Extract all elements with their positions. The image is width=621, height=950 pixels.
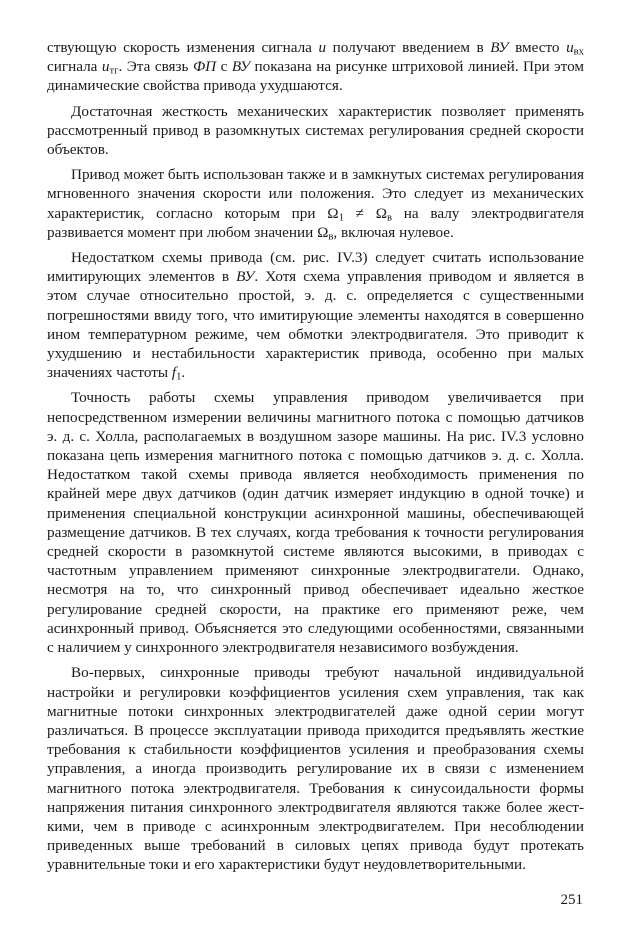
math-symbol: u [566,39,574,56]
paragraph-4 [47,248,584,382]
text-run: , включая нулевое. [333,223,454,241]
math-symbol: ВУ [236,268,255,286]
document-body [47,38,584,881]
subscript: 1 [176,371,182,383]
math-symbol: ФП [192,58,217,76]
math-symbol: f [171,364,177,382]
subscript: вх [573,46,584,58]
paragraph-2 [47,102,584,160]
text-run: получают введением в [326,39,491,56]
paragraph-6 [47,663,584,874]
paragraph-1 [47,38,584,96]
text-run: на валу электродвигателя развивается момент при любом значении Ω [47,204,584,241]
text-run: Достаточная жесткость механических характеристик позволяет применять рассмотренный привод в разомкнутых системах регулирования средней скорости объектов. [47,102,584,159]
text-run: . [181,364,186,382]
subscript: 1 [338,212,344,224]
math-symbol: u [318,39,327,56]
text-run: с [216,58,232,76]
text-run: показана на рисунке штриховой линией. При этом динамические свойства привода ухудшаются. [47,58,585,95]
text-run: Во-первых, синхронные приводы требуют начальной индивидуальной настройки и регулировки коэффициентов усиления схем управления, так как магнитные потоки синхронных электродвигателей даже одной серии могут различаться. В процессе эксплуатации привода приходится предъявлять жесткие требования к стабильности коэффициентов усиления и преобразования схемы управления, а иногда производить регулирование их в связи с изменением магнитного потока электродвигателя. Требования к синусоидальности формы напряжения питания синхронного электродвигателя являются также более жесткими, чем в приводе с асинхронным электродвигателем. При несоблюдении приведенных выше требований в силовых цепях привода будут протекать уравнительные токи и его характеристики будут неудовлетворительными. [47,664,584,874]
subscript: в [328,231,334,243]
subscript: тг [109,65,119,77]
text-run: сигнала [47,58,102,76]
text-run: ствующую скорость изменения сигнала [47,39,319,56]
math-symbol: ВУ [490,39,509,56]
text-run: вместо [508,39,567,56]
paragraph-3 [47,165,584,242]
text-run: ≠ Ω [343,204,387,222]
text-run: Ω [327,204,339,222]
subscript: в [386,212,393,224]
page-number: 251 [560,892,583,908]
text-run: Точность работы схемы управления приводом увеличивается при непосредственном измерении величины магнитного потока с помощью датчиков э. д. с. Холла, располагаемых в воздушном зазоре машины. На рис. IV.3 условно показана цепь измерения магнитного потока с помощью датчиков э. д. с. Холла. Недостатком такой схемы привода является необходимость применения по крайней мере двух датчиков (один датчик измеряет индукцию в одной точке) и применения специальной конструкции асинхронной машины, обеспечивающей размещение датчиков. В тех случаях, когда требования к точности регулирования средней скорости в разомкнутой системе являются высокими, в приводах с частотным управлением применяют синхронные электродвигатели. Однако, несмотря на то, что синхронный привод обеспечивает идеально жесткое регулирование средней скорости, на практике его применяют реже, чем асинхронный привод. Объясняется это следующими особенностями, связанными с наличием у синхронного электродвигателя независимого возбуждения. [47,389,584,657]
text-run: Привод может быть использован также и в замкнутых системах регулирования мгновенного значения скорости или положения. Это следует из механических характеристик, согласно которым при [47,166,584,222]
text-run: . Эта связь [118,58,193,76]
math-symbol: ВУ [231,58,251,76]
paragraph-5 [47,388,584,657]
math-symbol: u [101,58,110,76]
text-run: . Хотя схема управления приводом и является в этом случае относительно простой, э. д. с. определяется с существенными погрешностями ввиду того, что имитирующие элементы находятся в совершенно ином температурном режиме, чем обмотки электродвигателя. Это приводит к ухудшению и нестабильности характеристик привода, особенно при малых значениях частоты [47,268,585,382]
text-run: Недостатком схемы привода (см. рис. IV.3) следует считать использование имитирующих элементов в [47,249,584,286]
